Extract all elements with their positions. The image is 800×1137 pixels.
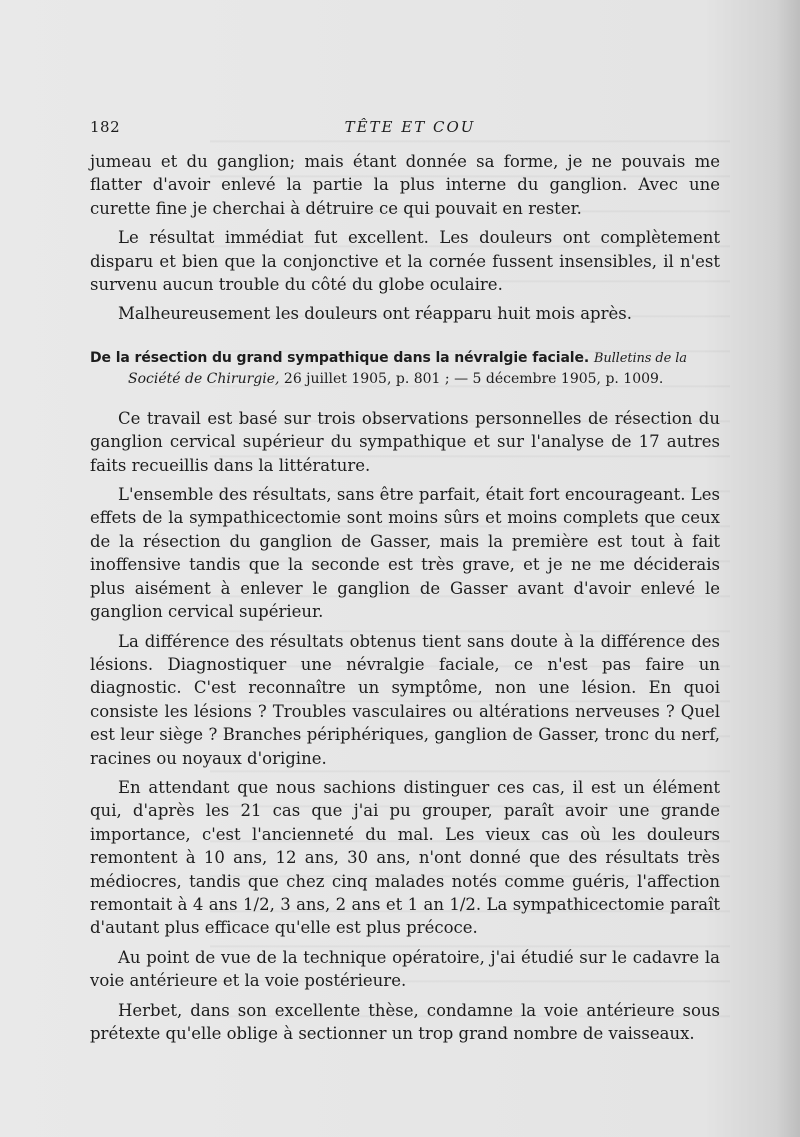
paragraph: Malheureusement les douleurs ont réapparu huit mois après. [118, 304, 632, 324]
section-title-text: De la résection du grand sympathique dans la névralgie faciale. [90, 349, 590, 366]
paragraph: Ce travail est basé sur trois observations personnelles de résection du ganglion cervical supérieur du sympathique et sur l'analyse de 17 autres faits recueillis dans la littérature. [90, 408, 720, 475]
citation-dates: 26 juillet 1905, p. 801 ; — 5 décembre 1905, p. 1009. [283, 370, 664, 387]
paragraph: Le résultat immédiat fut excellent. Les douleurs ont complètement disparu et bien que la conjonctive et la cornée fussent insensibles, il n'est survenu aucun trouble du côté du globe oculaire. [90, 228, 720, 295]
section-title [90, 348, 720, 369]
paragraph: jumeau et du ganglion; mais étant donnée sa forme, je ne pouvais me flatter d'avoir enlevé la partie la plus interne du ganglion. Avec une curette fine je cherchai à détruire ce qui pouvait en rester. [90, 152, 720, 218]
section-heading-block [90, 348, 720, 389]
paragraph: La différence des résultats obtenus tient sans doute à la différence des lésions. Diagnostiquer une névralgie faciale, ce n'est pas faire un diagnostic. C'est reconnaître un symptôme, non une lésion. En quoi consiste les lésions ? Troubles vasculaires ou altérations nerveuses ? Quel est leur siège ? Branches périphériques, ganglion de Gasser, tronc du nerf, racines ou noyaux d'origine. [90, 631, 720, 768]
page-number: 182 [90, 118, 121, 136]
page-header [90, 118, 730, 138]
paragraph: En attendant que nous sachions distinguer ces cas, il est un élément qui, d'après les 21 cas que j'ai pu grouper, paraît avoir une grande importance, c'est l'ancienneté du mal. Les vieux cas où les douleurs remontent à 10 ans, 12 ans, 30 ans, n'ont donné que des résultats très médiocres, tandis que chez cinq malades notés comme guéris, l'affection remontait à 4 ans 1/2, 3 ans, 2 ans et 1 an 1/2. La sympathicectomie paraît d'autant plus efficace qu'elle est plus précoce. [90, 777, 720, 938]
paragraph: Herbet, dans son excellente thèse, condamne la voie antérieure sous prétexte qu'elle oblige à sectionner un trop grand nombre de vaisseaux. [90, 1000, 720, 1043]
paragraph: L'ensemble des résultats, sans être parfait, était fort encourageant. Les effets de la sympathicectomie sont moins sûrs et moins complets que ceux de la résection du ganglion de Gasser, mais la première est tout à fait inoffensive tandis que la seconde est très grave, et je ne me déciderais plus aisément à enlever le ganglion de Gasser avant d'avoir enlevé le ganglion cervical supérieur. [90, 485, 720, 622]
running-head: TÊTE ET COU [344, 118, 476, 136]
journal-name-part2: Société de Chirurgie, [128, 370, 280, 387]
journal-name-part1: Bulletins de la [593, 350, 687, 366]
citation [90, 369, 720, 389]
paragraph: Au point de vue de la technique opératoire, j'ai étudié sur le cadavre la voie antérieure et la voie postérieure. [90, 947, 720, 991]
page-body [90, 150, 720, 1045]
